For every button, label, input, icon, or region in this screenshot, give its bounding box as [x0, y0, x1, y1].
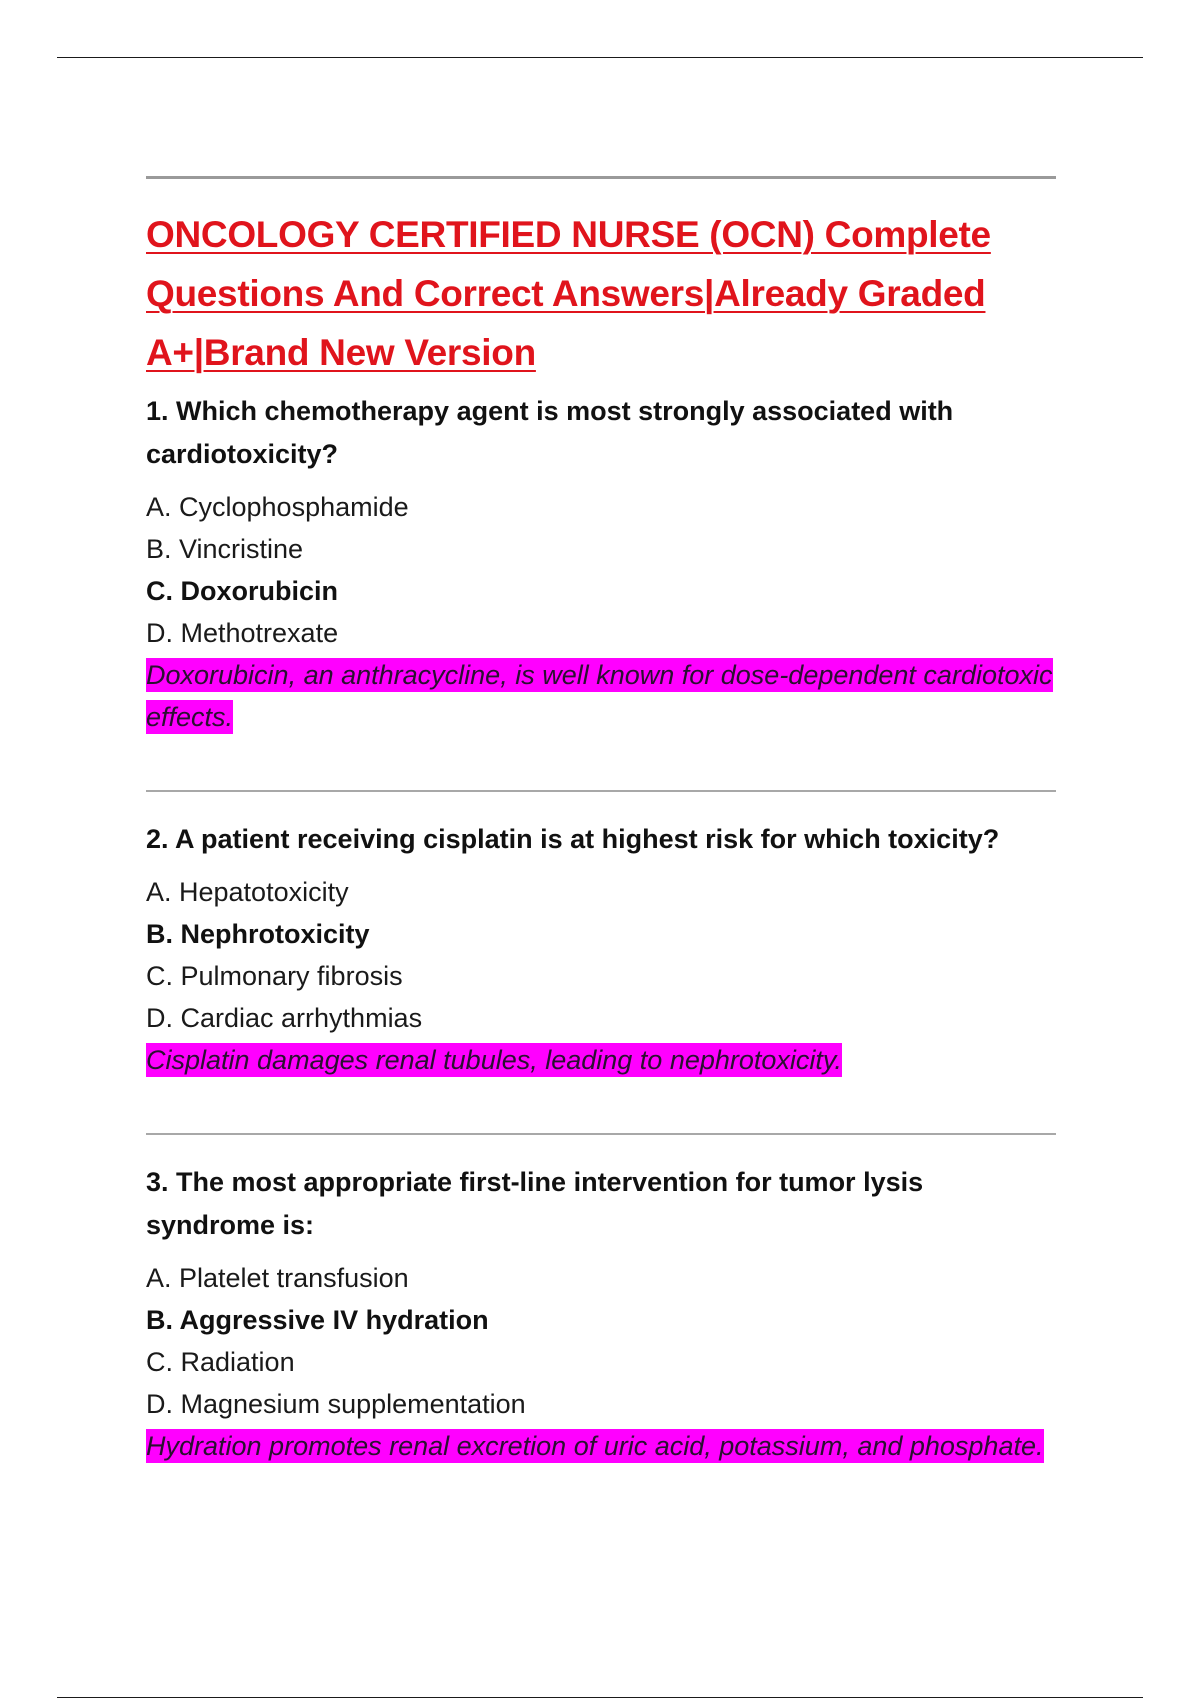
- rationale-highlight: Doxorubicin, an anthracycline, is well known for dose-dependent cardiotoxic effects.: [146, 660, 1053, 732]
- document-title: ONCOLOGY CERTIFIED NURSE (OCN) Complete Questions And Correct Answers|Already Graded A+|Brand New Version: [146, 214, 991, 373]
- option-c-correct: C. Doxorubicin: [146, 576, 339, 606]
- option-d: D. Cardiac arrhythmias: [146, 1003, 423, 1033]
- option-d: D. Methotrexate: [146, 618, 339, 648]
- option-c: C. Radiation: [146, 1347, 295, 1377]
- document-body: [146, 176, 1056, 1467]
- option-c: C. Pulmonary fibrosis: [146, 961, 403, 991]
- answer-rationale: [146, 1039, 1056, 1081]
- question-text: 3. The most appropriate first-line intervention for tumor lysis syndrome is:: [146, 1167, 924, 1240]
- option-b-correct: B. Aggressive IV hydration: [146, 1305, 489, 1335]
- page-top-rule: [57, 57, 1143, 58]
- rationale-highlight: Cisplatin damages renal tubules, leading to nephrotoxicity.: [146, 1045, 842, 1075]
- rationale-highlight: Hydration promotes renal excretion of uric acid, potassium, and phosphate.: [146, 1431, 1044, 1461]
- answer-rationale: [146, 654, 1056, 738]
- answer-rationale: [146, 1425, 1056, 1467]
- answer-options: [146, 871, 1056, 1039]
- question-1: [146, 390, 1056, 738]
- option-a: A. Hepatotoxicity: [146, 877, 349, 907]
- question-divider: [146, 790, 1056, 792]
- answer-options: [146, 1257, 1056, 1425]
- header-divider: [146, 176, 1056, 179]
- question-text: 1. Which chemotherapy agent is most strongly associated with cardiotoxicity?: [146, 396, 954, 469]
- option-a: A. Platelet transfusion: [146, 1263, 409, 1293]
- option-a: A. Cyclophosphamide: [146, 492, 409, 522]
- question-3: [146, 1161, 1056, 1467]
- option-b: B. Vincristine: [146, 534, 304, 564]
- answer-options: [146, 486, 1056, 654]
- question-text: 2. A patient receiving cisplatin is at highest risk for which toxicity?: [146, 824, 1000, 854]
- question-2: [146, 818, 1056, 1081]
- option-b-correct: B. Nephrotoxicity: [146, 919, 370, 949]
- page-bottom-rule: [57, 1697, 1143, 1698]
- option-d: D. Magnesium supplementation: [146, 1389, 526, 1419]
- question-divider: [146, 1133, 1056, 1135]
